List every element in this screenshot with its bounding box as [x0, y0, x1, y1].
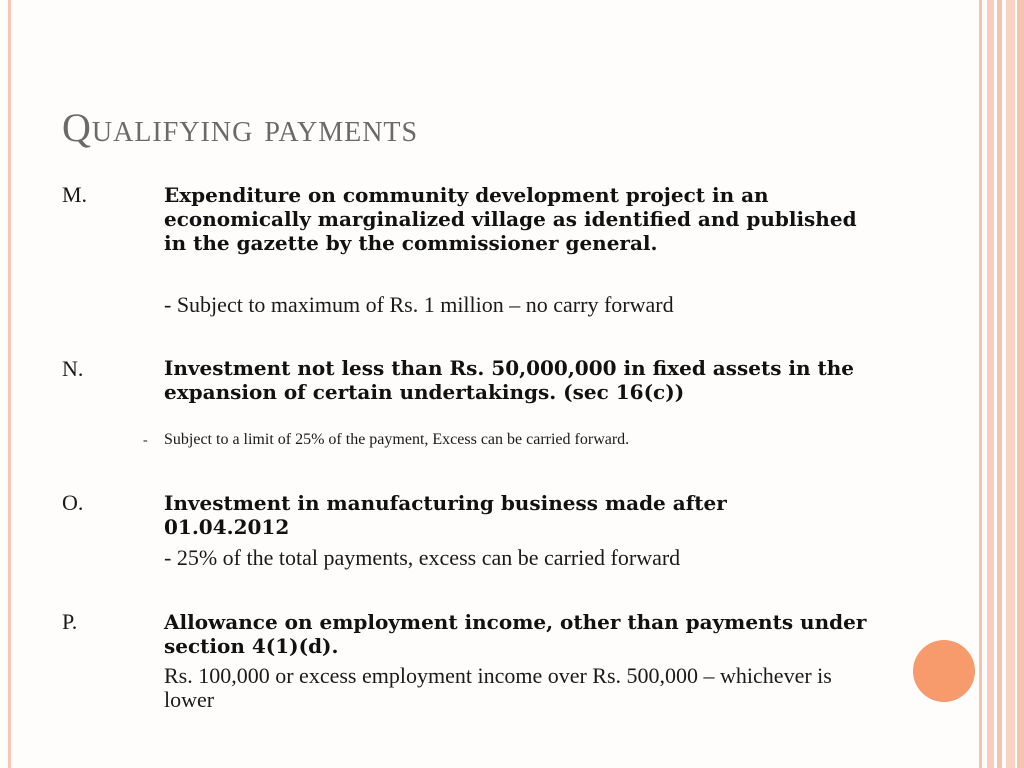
item-note-p: Rs. 100,000 or excess employment income over Rs. 500,000 – whichever is lower — [164, 663, 832, 712]
item-letter-n: N. — [62, 356, 84, 381]
right-stripe — [987, 0, 994, 768]
item-heading-o: Investment in manufacturing business made after 01.04.2012 — [164, 491, 727, 539]
item-letter-m: M. — [62, 182, 88, 207]
item-heading-p: Allowance on employment income, other than payments under section 4(1)(d). — [164, 610, 867, 658]
item-note-o: - 25% of the total payments, excess can be carried forward — [164, 545, 681, 570]
accent-circle — [913, 640, 975, 702]
item-letter-o: O. — [62, 490, 84, 515]
slide-title: Qualifying payments — [62, 105, 419, 150]
right-stripe — [1017, 0, 1024, 768]
right-stripe — [1006, 0, 1015, 768]
right-stripe — [979, 0, 982, 768]
item-note-n: Subject to a limit of 25% of the payment, Excess can be carried forward. — [164, 431, 630, 448]
right-stripe — [997, 0, 1002, 768]
item-letter-p: P. — [62, 609, 78, 634]
item-heading-m: Expenditure on community development project in an economically marginalized village as identified and published in the gazette by the commissioner general. — [164, 183, 857, 255]
left-border-rule — [8, 0, 11, 768]
item-note-dash-n: - — [143, 433, 148, 448]
item-heading-n: Investment not less than Rs. 50,000,000 in fixed assets in the expansion of certain undertakings. (sec 16(c)) — [164, 356, 855, 404]
item-note-m: - Subject to maximum of Rs. 1 million – no carry forward — [164, 292, 674, 317]
